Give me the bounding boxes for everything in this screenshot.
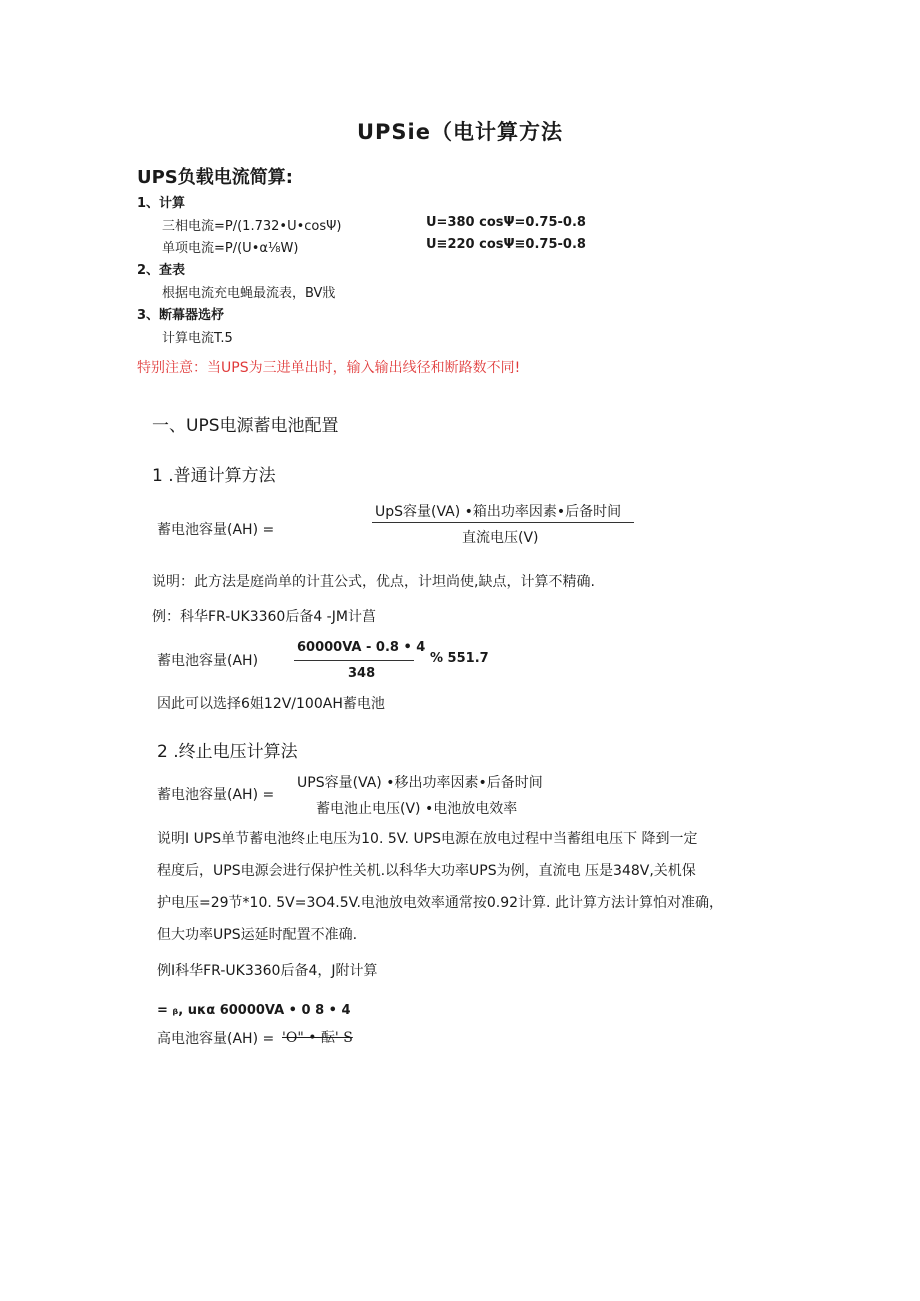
example2-numerator: = ᵦ, uκα 60000VA • 0 8 • 4 — [157, 1003, 351, 1018]
formula2-label: 蓄电池容量(AH) = — [157, 787, 275, 803]
step2-text: 根据电流充电蝇最流表，BV戕 — [162, 286, 336, 301]
formula1-numerator: UpS容量(VA) •箱出功率因素•后备时间 — [375, 504, 622, 520]
three-phase-formula: 三相电流=P/(1.732•U•cosΨ) — [162, 219, 342, 234]
method2-description-line1: 说明I UPS单节蓄电池终止电压为10. 5V. UPS电源在放电过程中当蓄组电压下 降到一定 — [157, 831, 698, 847]
example1-denominator: 348 — [348, 666, 376, 681]
formula1-denominator: 直流电压(V) — [462, 530, 539, 546]
section-heading: 一、UPS电源蓄电池配置 — [152, 416, 339, 436]
formula2-numerator: UPS容量(VA) •移出功率因素•后备时间 — [297, 775, 543, 791]
method1-example: 例：科华FR-UK3360后备4 -JM计菖 — [152, 609, 376, 625]
method2-description-line3: 护电压=29节*10. 5V=3O4.5V.电池放电效率通常按0.92计算. 此计算方法计算怕对准确， — [157, 895, 723, 911]
single-phase-formula: 单项电流=P/(U•α⅛W) — [162, 241, 299, 256]
example1-numerator: 60000VA - 0.8 • 4 — [297, 640, 426, 655]
subsection-1-heading: 1 .普通计算方法 — [152, 466, 276, 486]
step2-label: 2、查表 — [137, 263, 186, 278]
method2-description-line2: 程度后，UPS电源会进行保护性关机.以科华大功率UPS为例，直流电 压是348V,关机保 — [157, 863, 696, 879]
method2-example: 例I科华FR-UK3360后备4，J附计算 — [157, 963, 378, 979]
step1-label: 1、计算 — [137, 196, 186, 211]
formula1-fraction-line — [372, 522, 634, 523]
method1-description: 说明：此方法是庭尚单的计苴公式，优点，计坦尚使,缺点，计算不精确. — [152, 574, 595, 590]
page-title: UPSie（电计算方法 — [356, 120, 563, 144]
formula2-denominator: 蓄电池止电压(V) •电池放电效率 — [316, 801, 518, 817]
single-phase-param: U≡220 cosΨ≡0.75-0.8 — [426, 237, 586, 252]
subsection-2-heading: 2 .终止电压计算法 — [157, 742, 298, 762]
example1-label: 蓄电池容量(AH) — [157, 653, 259, 669]
example1-result: % 551.7 — [430, 651, 489, 666]
step3-text: 计算电流T.5 — [162, 331, 233, 346]
example1-fraction-line — [294, 660, 414, 661]
method2-description-line4: 但大功率UPS运延时配置不准确. — [157, 927, 358, 943]
example1-conclusion: 因此可以选择6姐12V/100AH蓄电池 — [157, 696, 385, 712]
three-phase-param: U=380 cosΨ=0.75-0.8 — [426, 215, 586, 230]
example2-garbled-fraction: 'O" • 酝' S — [282, 1030, 353, 1046]
example2-label: 高电池容量(AH) = — [157, 1031, 275, 1047]
step3-label: 3、断幕器选杼 — [137, 308, 225, 323]
formula1-label: 蓄电池容量(AH) = — [157, 522, 275, 538]
special-note: 特别注意：当UPS为三进单出时，输入输出线径和断路数不同! — [137, 360, 521, 376]
load-heading: UPS负载电流简算: — [137, 167, 293, 188]
